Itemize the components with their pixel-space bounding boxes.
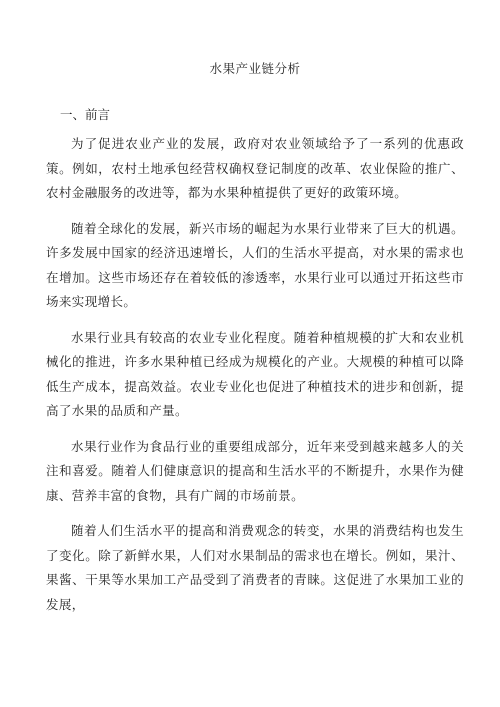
paragraph-5: 随着人们生活水平的提高和消费观念的转变，水果的消费结构也发生了变化。除了新鲜水果，人们对水果制品的需求也在增长。例如，果汁、果酱、干果等水果加工产品受到了消费者的青睐。这促进了水果加工业的发展，	[46, 523, 464, 612]
document-title: 水果产业链分析	[209, 61, 301, 76]
paragraph-3: 水果行业具有较高的农业专业化程度。随着种植规模的扩大和农业机械化的推进，许多水果种植已经成为规模化的产业。大规模的种植可以降低生产成本，提高效益。农业专业化也促进了种植技术的进步和创新，提高了水果的品质和产量。	[46, 329, 464, 418]
paragraph-4: 水果行业作为食品行业的重要组成部分，近年来受到越来越多人的关注和喜爱。随着人们健康意识的提高和生活水平的不断提升，水果作为健康、营养丰富的食物，具有广阔的市场前景。	[46, 438, 464, 503]
section-heading: 一、前言	[60, 107, 111, 122]
paragraph-1: 为了促进农业产业的发展，政府对农业领域给予了一系列的优惠政策。例如，农村土地承包经营权确权登记制度的改革、农业保险的推广、农村金融服务的改进等，都为水果种植提供了更好的政策环境。	[46, 136, 464, 200]
paragraph-2: 随着全球化的发展，新兴市场的崛起为水果行业带来了巨大的机遇。许多发展中国家的经济迅速增长，人们的生活水平提高，对水果的需求也在增加。这些市场还存在着较低的渗透率，水果行业可以通过开拓这些市场来实现增长。	[46, 220, 464, 309]
